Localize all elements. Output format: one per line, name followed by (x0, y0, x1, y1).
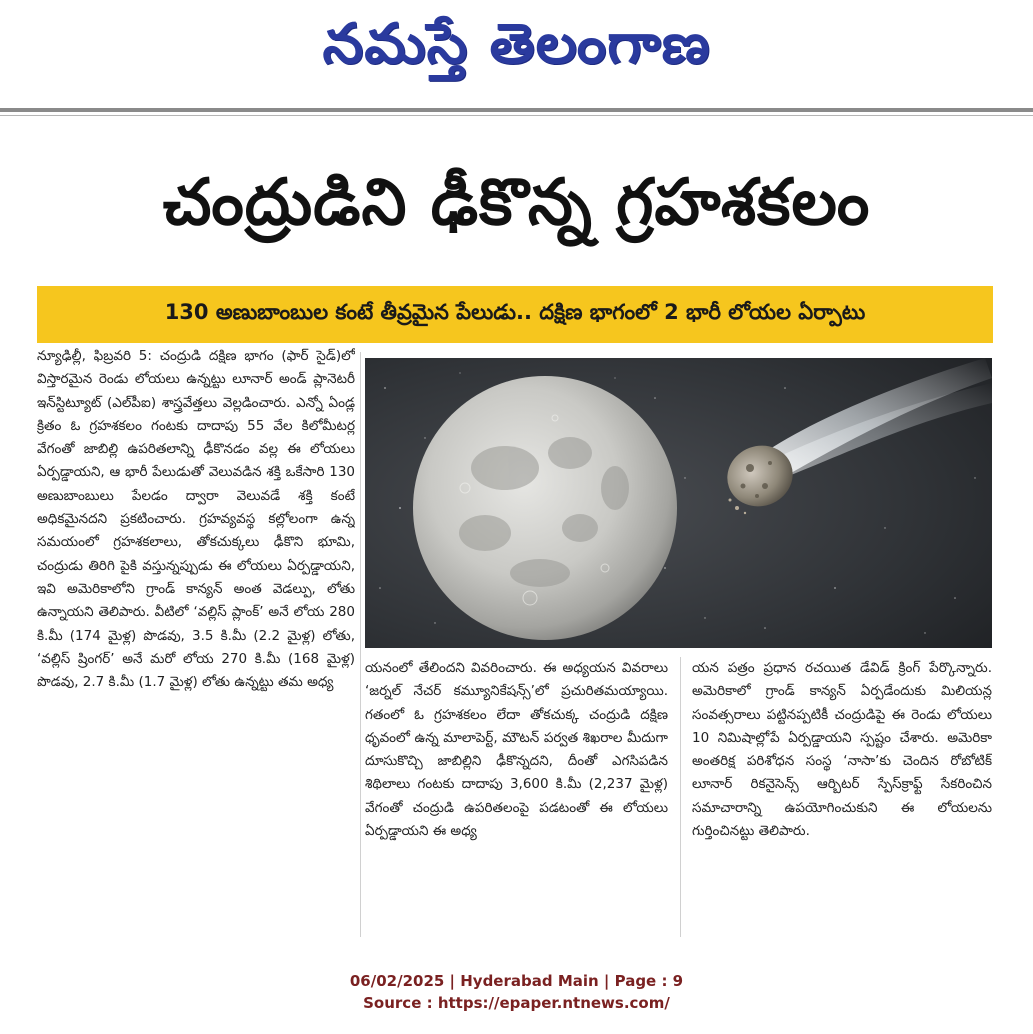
masthead (0, 0, 1033, 100)
moon-asteroid-illustration (365, 358, 992, 648)
edition-info: 06/02/2025 | Hyderabad Main | Page : 9 (349, 972, 684, 990)
column-divider (360, 352, 361, 937)
page-footer (0, 970, 1033, 1014)
article-subheadline: 130 అణుబాంబుల కంటే తీవ్రమైన పేలుడు.. దక్షిణ భాగంలో 2 భారీ లోయల ఏర్పాటు (37, 286, 993, 343)
newspaper-title: నమస్తే తెలంగాణ (322, 10, 711, 76)
source-link[interactable]: Source : https://epaper.ntnews.com/ (363, 994, 670, 1012)
article-headline: చంద్రుడిని ఢీకొన్న గ్రహశకలం (162, 165, 871, 240)
column-divider (680, 657, 681, 937)
masthead-rule-thin (0, 115, 1033, 116)
article-photo (365, 358, 992, 648)
article-column-2: యనంలో తేలిందని వివరించారు. ఈ అధ్యయన వివరాలు ‘జర్నల్ నేచర్ కమ్యూనికేషన్స్’లో ప్రచురితమయ్యాయి. గతంలో ఓ గ్రహశకలం లేదా తోకచుక్క చంద్రుడి దక్షిణ ధృవంలో ఉన్న మాలాపెర్ట్, మౌటన్ పర్వత శిఖరాల మీదుగా దూసుకొచ్చి జాబిల్లిని ఢీకొన్నదని, దీంతో ఎగసిపడిన శిథిలాలు గంటకు దాదాపు 3,600 కి.మీ (2,237 మైళ్ల) వేగంతో చంద్రుడి ఉపరితలంపై పడటంతో ఈ లోయలు ఏర్పడ్డాయని ఈ అధ్య (365, 660, 668, 840)
masthead-rule (0, 108, 1033, 112)
article-column-1: న్యూఢిల్లీ, ఫిబ్రవరి 5: చంద్రుడి దక్షిణ భాగం (ఫార్ సైడ్)లో విస్తారమైన రెండు లోయలు ఉన్నట్టు లూనార్ అండ్ ప్లానెటరీ ఇన్‌స్టిట్యూట్ (ఎల్‌పీఐ) శాస్త్రవేత్తలు వెల్లడించారు. ఎన్నో ఏండ్ల క్రితం ఓ గ్రహశకలం గంటకు దాదాపు 55 వేల కిలోమీటర్ల వేగంతో జాబిల్లి ఉపరితలాన్ని ఢీకొనడం వల్ల ఈ లోయలు ఏర్పడ్డాయని, ఆ భారీ పేలుడుతో వెలువడిన శక్తి ఒకేసారి 130 అణుబాంబులు పేలడం ద్వారా వెలువడే శక్తి కంటే అధికమైనదని ప్రకటించారు. గ్రహవ్యవస్థ కల్లోలంగా ఉన్న సమయంలో గ్రహశకలాలు, తోకచుక్కలు ఢీకొని భూమి, చంద్రుడు తిరిగి పైకి వస్తున్నప్పుడు ఈ లోయలు ఏర్పడ్డాయని, ఇవి అమెరికాలోని గ్రాండ్ కాన్యన్ అంత వెడల్పు, లోతు ఉన్నాయని తెలిపారు. వీటిలో ‘వల్లిస్ ప్లాంక్’ అనే లోయ 280 కి.మీ (174 మైళ్ల) పొడవు, 3.5 కి.మీ (2.2 మైళ్ల) లోతు, ‘వల్లిస్ ష్రింగర్’ అనే మరో లోయ 270 కి.మీ (168 మైళ్ల) పొడవు, 2.7 కి.మీ (1.7 మైళ్ల) లోతు ఉన్నట్టు తమ అధ్య (37, 348, 355, 691)
article-column-3: యన పత్రం ప్రధాన రచయిత డేవిడ్ క్రింగ్ పేర్కొన్నారు. అమెరికాలో గ్రాండ్ కాన్యన్ ఏర్పడేందుకు మిలియన్ల సంవత్సరాలు పట్టినప్పటికీ చంద్రుడిపై ఈ రెండు లోయలు 10 నిమిషాల్లోపే ఏర్పడ్డాయని స్పష్టం చేశారు. అమెరికా అంతరిక్ష పరిశోధన సంస్థ ‘నాసా’కు చెందిన రోబోటిక్ లూనార్ రికనైసెన్స్ ఆర్బిటర్ స్పేస్‌క్రాఫ్ట్ సేకరించిన సమాచారాన్ని ఉపయోగించుకుని ఈ లోయలను గుర్తించినట్టు తెలిపారు. (692, 660, 992, 840)
